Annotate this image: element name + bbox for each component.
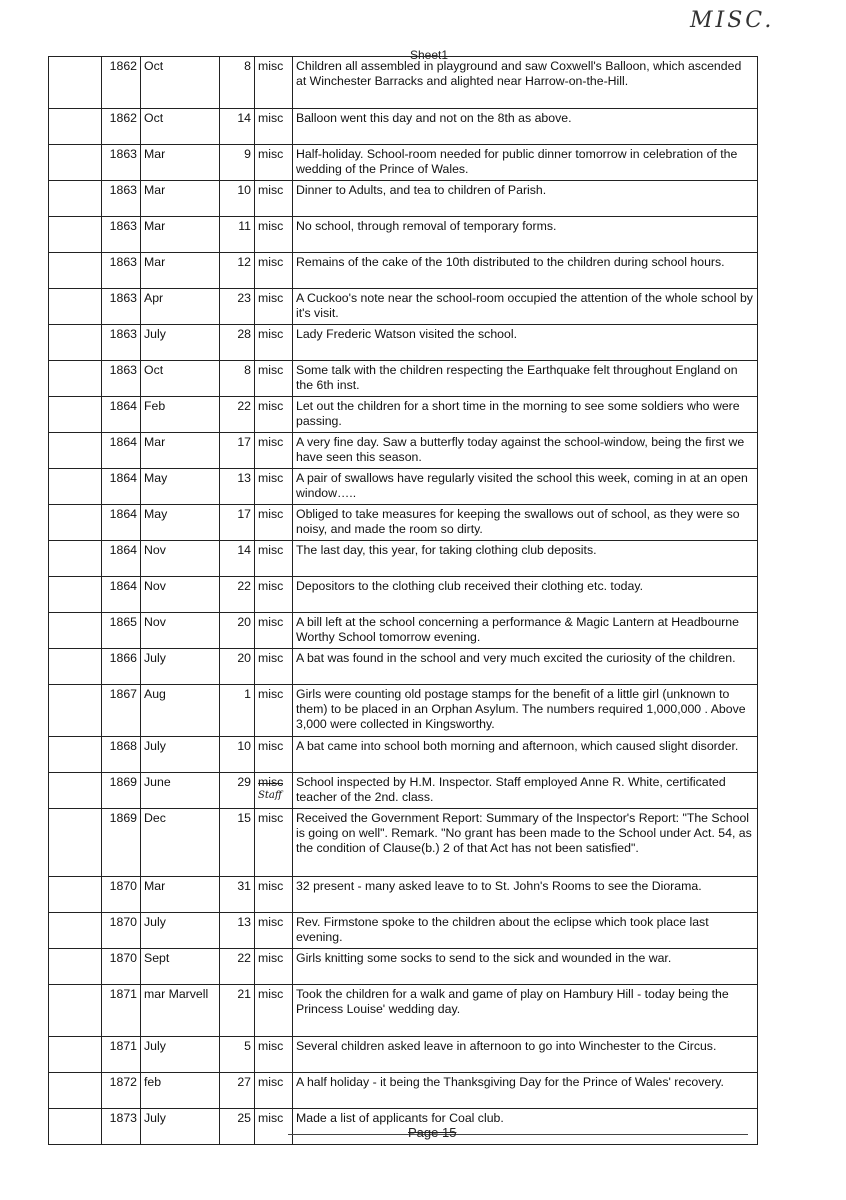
margin-cell (49, 217, 102, 253)
table-row (49, 913, 758, 949)
table-row (49, 541, 758, 577)
day-cell: 14 (220, 109, 255, 145)
table-row (49, 181, 758, 217)
day-cell: 31 (220, 877, 255, 913)
entry-text-cell: Dinner to Adults, and tea to children of Parish. (293, 181, 758, 217)
entry-text-cell: Children all assembled in playground and saw Coxwell's Balloon, which ascended at Winchester Barracks and alighted near Harrow-on-the-Hill. (293, 57, 758, 109)
margin-cell (49, 541, 102, 577)
table-row (49, 109, 758, 145)
margin-cell (49, 1073, 102, 1109)
table-row (49, 1073, 758, 1109)
year-cell: 1863 (102, 325, 141, 361)
day-cell: 12 (220, 253, 255, 289)
type-cell: misc (255, 57, 293, 109)
type-cell: misc (255, 985, 293, 1037)
month-cell: July (141, 1109, 220, 1145)
year-cell: 1864 (102, 577, 141, 613)
day-cell: 13 (220, 913, 255, 949)
type-cell: misc (255, 649, 293, 685)
month-cell: Feb (141, 397, 220, 433)
margin-cell (49, 577, 102, 613)
entry-text-cell: A very fine day. Saw a butterfly today against the school-window, being the first we have seen this season. (293, 433, 758, 469)
day-cell: 20 (220, 649, 255, 685)
year-cell: 1863 (102, 361, 141, 397)
entry-text-cell: Lady Frederic Watson visited the school. (293, 325, 758, 361)
page-footer-line (288, 1134, 748, 1135)
table-row (49, 773, 758, 809)
month-cell: Mar (141, 217, 220, 253)
year-cell: 1872 (102, 1073, 141, 1109)
type-cell: misc (255, 289, 293, 325)
handwritten-type-note: Staff (258, 790, 282, 801)
entry-text-cell: Some talk with the children respecting the Earthquake felt throughout England on the 6th inst. (293, 361, 758, 397)
margin-cell (49, 109, 102, 145)
year-cell: 1864 (102, 541, 141, 577)
entry-text-cell: A pair of swallows have regularly visited the school this week, coming in at an open window….. (293, 469, 758, 505)
month-cell: Dec (141, 809, 220, 877)
entry-text-cell: 32 present - many asked leave to to St. John's Rooms to see the Diorama. (293, 877, 758, 913)
year-cell: 1863 (102, 145, 141, 181)
type-cell: misc (255, 1109, 293, 1145)
sheet-title: Sheet1 (410, 48, 449, 62)
margin-cell (49, 737, 102, 773)
year-cell: 1863 (102, 289, 141, 325)
day-cell: 8 (220, 57, 255, 109)
type-cell: misc (255, 109, 293, 145)
table-row (49, 253, 758, 289)
margin-cell (49, 773, 102, 809)
type-cell: misc (255, 913, 293, 949)
year-cell: 1871 (102, 985, 141, 1037)
year-cell: 1863 (102, 217, 141, 253)
table-row (49, 613, 758, 649)
table-row (49, 949, 758, 985)
type-cell: misc (255, 685, 293, 737)
month-cell: Mar (141, 877, 220, 913)
entry-text-cell: Girls were counting old postage stamps for the benefit of a little girl (unknown to them) to be placed in an Orphan Asylum. The numbers required 1,000,000 . Above 3,000 were collected in Kingsworthy. (293, 685, 758, 737)
type-cell: misc (255, 877, 293, 913)
entry-text-cell: A half holiday - it being the Thanksgiving Day for the Prince of Wales' recovery. (293, 1073, 758, 1109)
type-cell: misc (255, 181, 293, 217)
month-cell: July (141, 649, 220, 685)
month-cell: Apr (141, 289, 220, 325)
entry-text-cell: School inspected by H.M. Inspector. Staff employed Anne R. White, certificated teacher of the 2nd. class. (293, 773, 758, 809)
type-cell: misc (255, 397, 293, 433)
entry-text-cell: A bill left at the school concerning a performance & Magic Lantern at Headbourne Worthy School tomorrow evening. (293, 613, 758, 649)
page-label: Page 15 (408, 1125, 457, 1140)
year-cell: 1869 (102, 773, 141, 809)
table-row (49, 737, 758, 773)
margin-cell (49, 985, 102, 1037)
day-cell: 17 (220, 433, 255, 469)
school-log-table (48, 56, 758, 1145)
table-row (49, 685, 758, 737)
month-cell: Nov (141, 577, 220, 613)
entry-text-cell: Received the Government Report: Summary of the Inspector's Report: "The School is going on well". Remark. "No grant has been made to the School under Act. 54, as the condition of Clause(b.) 2 of that Act has not been satisfied". (293, 809, 758, 877)
day-cell: 17 (220, 505, 255, 541)
margin-cell (49, 505, 102, 541)
margin-cell (49, 809, 102, 877)
day-cell: 1 (220, 685, 255, 737)
table-row (49, 505, 758, 541)
day-cell: 21 (220, 985, 255, 1037)
table-row (49, 397, 758, 433)
margin-cell (49, 145, 102, 181)
year-cell: 1867 (102, 685, 141, 737)
entry-text-cell: Balloon went this day and not on the 8th as above. (293, 109, 758, 145)
day-cell: 10 (220, 181, 255, 217)
month-cell: Sept (141, 949, 220, 985)
type-cell: misc (255, 217, 293, 253)
day-cell: 9 (220, 145, 255, 181)
entry-text-cell: A bat was found in the school and very much excited the curiosity of the children. (293, 649, 758, 685)
day-cell: 11 (220, 217, 255, 253)
type-cell: misc (255, 613, 293, 649)
type-cell: misc (255, 145, 293, 181)
margin-cell (49, 433, 102, 469)
month-cell: July (141, 325, 220, 361)
month-cell: Oct (141, 109, 220, 145)
entry-text-cell: Obliged to take measures for keeping the swallows out of school, as they were so noisy, and made the room so dirty. (293, 505, 758, 541)
entry-text-cell: Rev. Firmstone spoke to the children about the eclipse which took place last evening. (293, 913, 758, 949)
month-cell: July (141, 1037, 220, 1073)
month-cell: Oct (141, 361, 220, 397)
day-cell: 29 (220, 773, 255, 809)
type-cell: misc (255, 541, 293, 577)
day-cell: 23 (220, 289, 255, 325)
day-cell: 14 (220, 541, 255, 577)
entry-text-cell: Let out the children for a short time in the morning to see some soldiers who were passing. (293, 397, 758, 433)
entry-text-cell: No school, through removal of temporary forms. (293, 217, 758, 253)
type-cell: misc (255, 809, 293, 877)
table-row (49, 1037, 758, 1073)
entry-text-cell: The last day, this year, for taking clothing club deposits. (293, 541, 758, 577)
day-cell: 22 (220, 949, 255, 985)
month-cell: Oct (141, 57, 220, 109)
table-row (49, 877, 758, 913)
month-cell: Aug (141, 685, 220, 737)
year-cell: 1868 (102, 737, 141, 773)
table-row (49, 985, 758, 1037)
type-cell: misc (255, 1037, 293, 1073)
margin-cell (49, 181, 102, 217)
type-cell: misc (255, 469, 293, 505)
entry-text-cell: Girls knitting some socks to send to the sick and wounded in the war. (293, 949, 758, 985)
month-cell: May (141, 469, 220, 505)
month-cell: feb (141, 1073, 220, 1109)
struck-type-label: misc (258, 775, 284, 789)
margin-cell (49, 325, 102, 361)
year-cell: 1866 (102, 649, 141, 685)
margin-cell (49, 397, 102, 433)
type-cell: misc (255, 1073, 293, 1109)
day-cell: 22 (220, 577, 255, 613)
table-row (49, 145, 758, 181)
year-cell: 1871 (102, 1037, 141, 1073)
month-cell: Mar (141, 181, 220, 217)
year-cell: 1863 (102, 181, 141, 217)
day-cell: 28 (220, 325, 255, 361)
month-cell: May (141, 505, 220, 541)
month-cell: July (141, 737, 220, 773)
month-cell: Mar (141, 145, 220, 181)
table-row (49, 361, 758, 397)
year-cell: 1869 (102, 809, 141, 877)
table-row (49, 57, 758, 109)
month-cell: Nov (141, 613, 220, 649)
type-cell: misc (255, 737, 293, 773)
day-cell: 25 (220, 1109, 255, 1145)
entry-text-cell: Remains of the cake of the 10th distributed to the children during school hours. (293, 253, 758, 289)
entry-text-cell: Several children asked leave in afternoon to go into Winchester to the Circus. (293, 1037, 758, 1073)
margin-cell (49, 949, 102, 985)
type-cell: misc (255, 253, 293, 289)
margin-cell (49, 685, 102, 737)
day-cell: 22 (220, 397, 255, 433)
year-cell: 1862 (102, 109, 141, 145)
margin-cell (49, 1037, 102, 1073)
entry-text-cell: A Cuckoo's note near the school-room occupied the attention of the whole school by it's visit. (293, 289, 758, 325)
year-cell: 1864 (102, 505, 141, 541)
year-cell: 1865 (102, 613, 141, 649)
margin-cell (49, 57, 102, 109)
table-row (49, 289, 758, 325)
day-cell: 13 (220, 469, 255, 505)
year-cell: 1864 (102, 469, 141, 505)
entry-text-cell: Half-holiday. School-room needed for public dinner tomorrow in celebration of the wedding of the Prince of Wales. (293, 145, 758, 181)
day-cell: 8 (220, 361, 255, 397)
year-cell: 1864 (102, 433, 141, 469)
margin-cell (49, 649, 102, 685)
table-row (49, 325, 758, 361)
day-cell: 10 (220, 737, 255, 773)
type-cell: misc (255, 505, 293, 541)
entry-text-cell: A bat came into school both morning and afternoon, which caused slight disorder. (293, 737, 758, 773)
year-cell: 1870 (102, 877, 141, 913)
type-cell: misc (255, 325, 293, 361)
type-cell (255, 773, 293, 809)
handwritten-misc-note: MISC. (690, 8, 775, 33)
type-cell: misc (255, 949, 293, 985)
day-cell: 20 (220, 613, 255, 649)
table-row (49, 649, 758, 685)
year-cell: 1870 (102, 949, 141, 985)
year-cell: 1870 (102, 913, 141, 949)
margin-cell (49, 289, 102, 325)
month-cell: Mar (141, 253, 220, 289)
month-cell: mar Marvell (141, 985, 220, 1037)
month-cell: Nov (141, 541, 220, 577)
table-row (49, 217, 758, 253)
margin-cell (49, 469, 102, 505)
month-cell: Mar (141, 433, 220, 469)
day-cell: 5 (220, 1037, 255, 1073)
table-row (49, 1109, 758, 1145)
log-table-body (49, 57, 758, 1145)
table-row (49, 469, 758, 505)
day-cell: 15 (220, 809, 255, 877)
margin-cell (49, 361, 102, 397)
table-row (49, 577, 758, 613)
table-row (49, 433, 758, 469)
year-cell: 1863 (102, 253, 141, 289)
day-cell: 27 (220, 1073, 255, 1109)
month-cell: June (141, 773, 220, 809)
type-cell: misc (255, 361, 293, 397)
margin-cell (49, 877, 102, 913)
margin-cell (49, 253, 102, 289)
margin-cell (49, 1109, 102, 1145)
table-row (49, 809, 758, 877)
margin-cell (49, 613, 102, 649)
month-cell: July (141, 913, 220, 949)
entry-text-cell: Made a list of applicants for Coal club. (293, 1109, 758, 1145)
margin-cell (49, 913, 102, 949)
entry-text-cell: Took the children for a walk and game of play on Hambury Hill - today being the Princess Louise' wedding day. (293, 985, 758, 1037)
year-cell: 1862 (102, 57, 141, 109)
entry-text-cell: Depositors to the clothing club received their clothing etc. today. (293, 577, 758, 613)
year-cell: 1864 (102, 397, 141, 433)
type-cell: misc (255, 577, 293, 613)
year-cell: 1873 (102, 1109, 141, 1145)
type-cell: misc (255, 433, 293, 469)
